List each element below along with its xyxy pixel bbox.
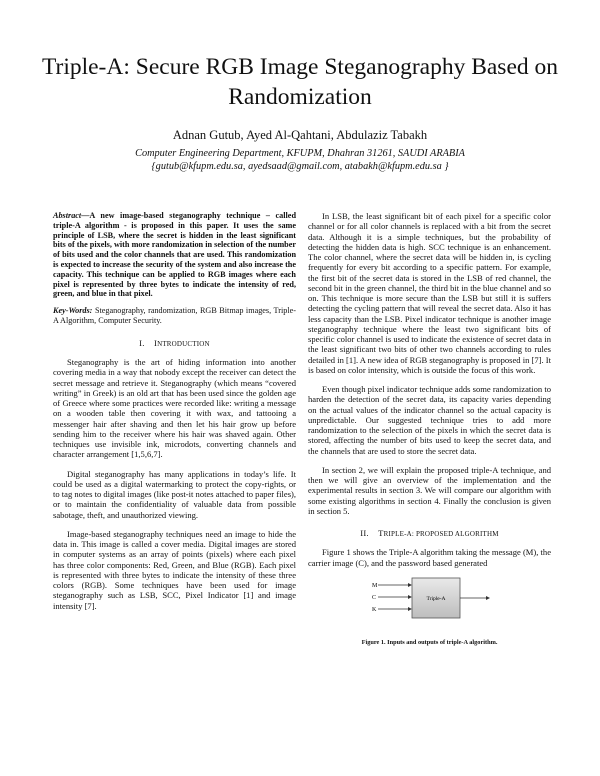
triple-a-box-label: Triple-A xyxy=(425,595,446,602)
figure-caption: Figure 1. Inputs and outputs of triple-A algorithm. xyxy=(361,638,498,646)
keywords-text: Steganography, randomization, RGB Bitmap images, Triple-A Algorithm, Computer Security. xyxy=(53,306,296,325)
input-m-label: M xyxy=(371,582,377,589)
figure-1 xyxy=(308,574,551,648)
paragraph: Even though pixel indicator technique adds some randomization to harden the detection of the secret data, its capacity varies depending on the actual values of the indicator channel so the actual capacity is unpredictable. Our suggested technique tries to add more randomization to the selection of the pixels in which the secret data is stored, affecting the number of bits used to keep the secret data, and the channels that are used to store the secret data. xyxy=(308,384,551,456)
section-heading-proposed-algorithm xyxy=(308,528,551,539)
abstract xyxy=(53,211,296,299)
section-heading-introduction xyxy=(53,338,296,349)
triple-a-diagram xyxy=(330,574,530,638)
input-k-label: K xyxy=(371,606,376,613)
paragraph: Digital steganography has many applications in today’s life. It could be used as a digital watermarking to protect the copy-rights, or to tag notes to digital images (like post-it notes attached to paper files), or to maintain the confidentiality of valuable data from possible sabotage, theft, and unauthorized viewing. xyxy=(53,468,296,520)
author-emails: {gutub@kfupm.edu.sa, ayedsaad@gmail.com, atabakh@kfupm.edu.sa } xyxy=(151,161,449,172)
arrowhead-c xyxy=(408,595,412,599)
section-number: I. xyxy=(139,337,145,348)
paragraph: In LSB, the least significant bit of each pixel for a specific color channel or for all color channels is replaced with a bit from the secret data. Although it is a simple techniques, but the probability of detecting the hidden data is high. SCC technique is an enhancement. The color channel, where the secret data will be hidden in, is cycling frequently for every bit according to a specific pattern. For example, the first bit of the secret data is stored in the LSB of red channel, the second bit in the green channel, the third bit in the blue channel and so on. This technique is more secure than the LSB but still it is suffers detecting the cycling pattern that will reveal the secret data. Also it has less capacity than the LSB. Pixel indicator technique is another image steganography technique where the least two significant bits of specific color channel is used to indicate the existence of secret data in the least significant two bits of other two channels according to rules detailed in [1]. A new idea of RGB steganography is proposed in [7]. It is based on color intensity, which is outside the focus of this work. xyxy=(308,211,551,375)
paragraph: Image-based steganography techniques need an image to hide the data in. This image is called a cover media. Digital images are stored in computer systems as an array of points (pixels) where each pixel has three color components: Red, Green, and Blue (RGB). Each pixel is represented with three bytes to indicate the intensity of these three colors (RGB). Some techniques have been used for image steganography such as LSB, SCC, Pixel Indicator [1] and image intensity [7]. xyxy=(53,528,296,611)
affiliation: Computer Engineering Department, KFUPM, Dhahran 31261, SAUDI ARABIA xyxy=(135,148,465,159)
abstract-label: Abstract xyxy=(53,211,82,220)
section-title-rest: NTRODUCTION xyxy=(157,339,210,348)
arrowhead-output xyxy=(486,596,490,600)
right-column xyxy=(308,211,551,648)
section-title-initial: I xyxy=(154,337,158,348)
paragraph: Figure 1 shows the Triple-A algorithm taking the message (M), the carrier image (C), and the password based generated xyxy=(308,547,551,568)
keywords xyxy=(53,306,296,326)
section-title-initial: T xyxy=(378,528,384,538)
abstract-text: —A new image-based steganography technique – called triple-A algorithm - is proposed in this paper. It uses the same principle of LSB, where the secret is hidden in the least significant bits of the pixels, with more randomization in selection of the number of bits used and the color channels that are used. This randomization is expected to increase the security of the system and also increase the capacity. This technique can be applied to RGB images where each pixel is represented by three bytes to indicate the intensity of red, green, and blue in that pixel. xyxy=(53,211,296,299)
paragraph: Steganography is the art of hiding information into another covering media in a way that nobody except the receiver can detect the secret message and retrieve it. Steganography (which means “covered writing” in Greek) is an old art that has been used since the golden age of Greece where some practices were recorded like: writing a message on a wooden table then covering it with wax, and tattooing a messenger hair after shaving and then let his hair grow up before sending him to the receiver where his hair was shaved again. Other techniques use invisible ink, microdots, converting channels and character arrangement [1,5,6,7]. xyxy=(53,357,296,460)
arrowhead-k xyxy=(408,607,412,611)
section-title-rest2: ROPOSED ALGORITHM xyxy=(420,530,499,538)
author-affiliation-block xyxy=(20,147,580,173)
arrowhead-m xyxy=(408,583,412,587)
left-column xyxy=(53,211,296,611)
keywords-label: Key-Words: xyxy=(53,306,93,316)
section-title-rest: RIPLE-A: P xyxy=(383,530,421,538)
paragraph: In section 2, we will explain the proposed triple-A technique, and then we will give an overview of the implementation and the experimental results in section 3. We will compare our algorithm with some existing algorithms in section 4. Finally the conclusion is given in section 5. xyxy=(308,464,551,516)
paper-authors: Adnan Gutub, Ayed Al-Qahtani, Abdulaziz Tabakh xyxy=(172,128,428,142)
input-c-label: C xyxy=(371,594,376,601)
section-number: II. xyxy=(360,528,369,538)
paper-title: Triple-A: Secure RGB Image Steganography Based on Randomization xyxy=(41,54,559,110)
